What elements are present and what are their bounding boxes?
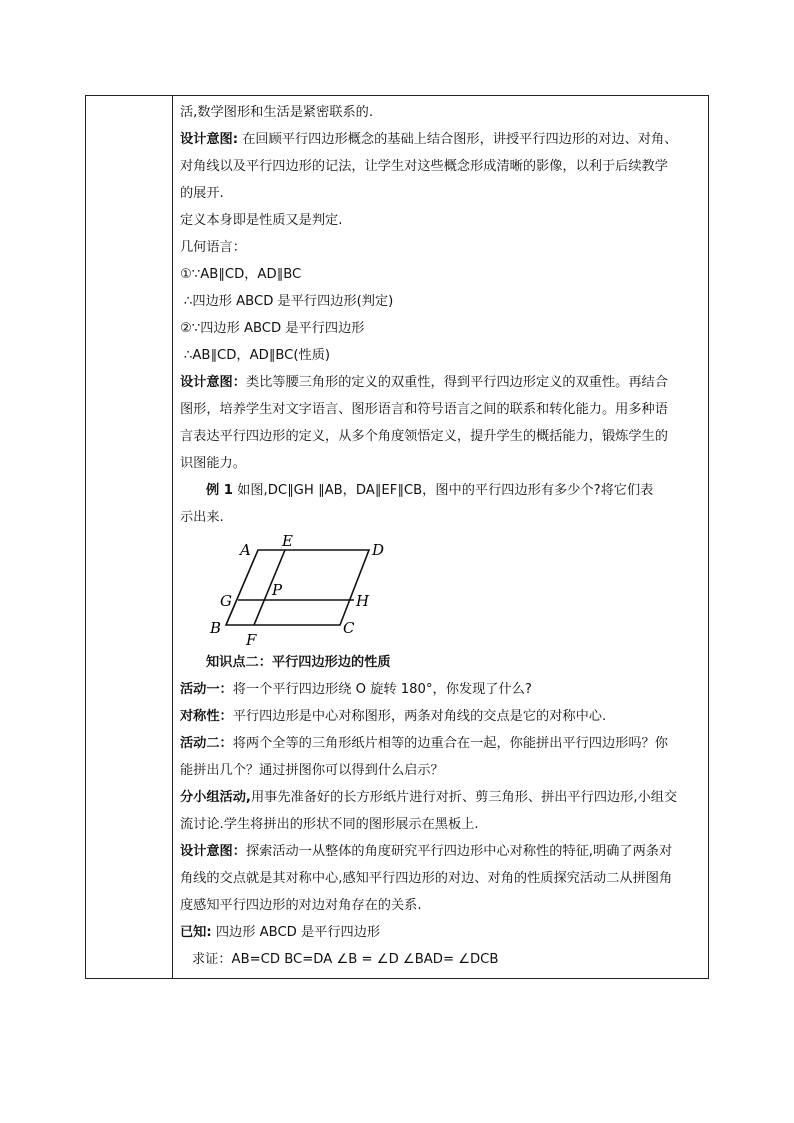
parallelogram-figure bbox=[180, 531, 702, 649]
design-intent-1-line-1 bbox=[180, 126, 702, 153]
activity-2-line-1 bbox=[180, 730, 702, 757]
example-text: 如图,DC∥GH ∥AB，DA∥EF∥CB，图中的平行四边形有多少个?将它们表 bbox=[232, 483, 654, 498]
label-e: E bbox=[282, 532, 293, 550]
geometry-language-heading: 几何语言： bbox=[180, 240, 246, 255]
lesson-content bbox=[180, 99, 702, 973]
design-intent-3-line-3: 度感知平行四边形的对边对角存在的关系. bbox=[180, 898, 422, 913]
activity-2-label: 活动二： bbox=[180, 736, 233, 751]
label-d: D bbox=[372, 541, 385, 559]
symmetry bbox=[180, 703, 702, 730]
symmetry-label: 对称性： bbox=[180, 709, 233, 724]
geometry-statement-2: ∴四边形 ABCD 是平行四边形(判定) bbox=[184, 294, 394, 309]
prove-statement: 求证：AB=CD BC=DA ∠B = ∠D ∠BAD= ∠DCB bbox=[192, 952, 499, 967]
symmetry-text: 平行四边形是中心对称图形，两条对角线的交点是它的对称中心. bbox=[232, 709, 607, 724]
example-1-line-1 bbox=[180, 477, 702, 504]
design-intent-1-line-3: 的展开. bbox=[180, 186, 224, 201]
design-intent-text: 类比等腰三角形的定义的双重性，得到平行四边形定义的双重性。再结合 bbox=[245, 375, 668, 390]
activity-1 bbox=[180, 676, 702, 703]
group-activity-text: 用事先准备好的长方形纸片进行对折、剪三角形、拼出平行四边形,小组交 bbox=[250, 790, 678, 805]
group-activity-line-1 bbox=[180, 784, 702, 811]
label-c: C bbox=[343, 619, 355, 637]
activity-1-text: 将一个平行四边形绕 O 旋转 180°，你发现了什么? bbox=[232, 682, 532, 697]
design-intent-3-line-2: 角线的交点就是其对称中心,感知平行四边形的对边、对角的性质探究活动二从拼图角 bbox=[180, 871, 673, 886]
design-intent-3-line-1 bbox=[180, 838, 702, 865]
definition-note: 定义本身即是性质又是判定. bbox=[180, 213, 343, 228]
example-1-line-2: 示出来. bbox=[180, 510, 224, 525]
label-p: P bbox=[272, 581, 283, 599]
group-activity-label: 分小组活动, bbox=[180, 790, 251, 805]
parallelogram-diagram bbox=[200, 531, 400, 649]
design-intent-2-line-1 bbox=[180, 369, 702, 396]
label-f: F bbox=[246, 631, 257, 649]
label-a: A bbox=[240, 541, 251, 559]
label-h: H bbox=[356, 592, 370, 610]
design-intent-1-line-2: 对角线以及平行四边形的记法，让学生对这些概念形成清晰的影像，以利于后续教学 bbox=[180, 159, 668, 174]
design-intent-text: 探索活动一从整体的角度研究平行四边形中心对称性的特征,明确了两条对 bbox=[245, 844, 673, 859]
geometry-statement-1: ①∵AB∥CD，AD∥BC bbox=[180, 267, 302, 282]
parallelogram-abcd bbox=[226, 550, 369, 625]
geometry-statement-4: ∴AB∥CD，AD∥BC(性质) bbox=[184, 348, 331, 363]
design-intent-label: 设计意图： bbox=[180, 844, 246, 859]
geometry-statement-3: ②∵四边形 ABCD 是平行四边形 bbox=[180, 321, 365, 336]
activity-1-label: 活动一： bbox=[180, 682, 233, 697]
known-label: 已知: bbox=[180, 925, 212, 940]
known-statement bbox=[180, 919, 702, 946]
table-column-divider bbox=[172, 95, 173, 979]
label-g: G bbox=[220, 592, 232, 610]
label-b: B bbox=[210, 619, 222, 637]
design-intent-label: 设计意图: bbox=[180, 132, 239, 147]
design-intent-text: 在回顾平行四边形概念的基础上结合图形，讲授平行四边形的对边、对角、 bbox=[238, 132, 678, 147]
paragraph-life: 活,数学图形和生活是紧密联系的. bbox=[180, 105, 374, 120]
design-intent-2-line-3: 言表达平行四边形的定义，从多个角度领悟定义，提升学生的概括能力，锻炼学生的 bbox=[180, 429, 668, 444]
design-intent-2-line-4: 识图能力。 bbox=[180, 456, 246, 471]
knowledge-point-2-heading: 知识点二：平行四边形边的性质 bbox=[206, 655, 391, 670]
known-text: 四边形 ABCD 是平行四边形 bbox=[211, 925, 381, 940]
design-intent-2-line-2: 图形，培养学生对文字语言、图形语言和符号语言之间的联系和转化能力。用多种语 bbox=[180, 402, 668, 417]
group-activity-line-2: 流讨论.学生将拼出的形状不同的图形展示在黑板上. bbox=[180, 817, 479, 832]
activity-2-line-2: 能拼出几个？通过拼图你可以得到什么启示？ bbox=[180, 763, 444, 778]
design-intent-label: 设计意图： bbox=[180, 375, 246, 390]
example-label: 例 1 bbox=[206, 483, 233, 498]
activity-2-text: 将两个全等的三角形纸片相等的边重合在一起，你能拼出平行四边形吗？你 bbox=[232, 736, 668, 751]
